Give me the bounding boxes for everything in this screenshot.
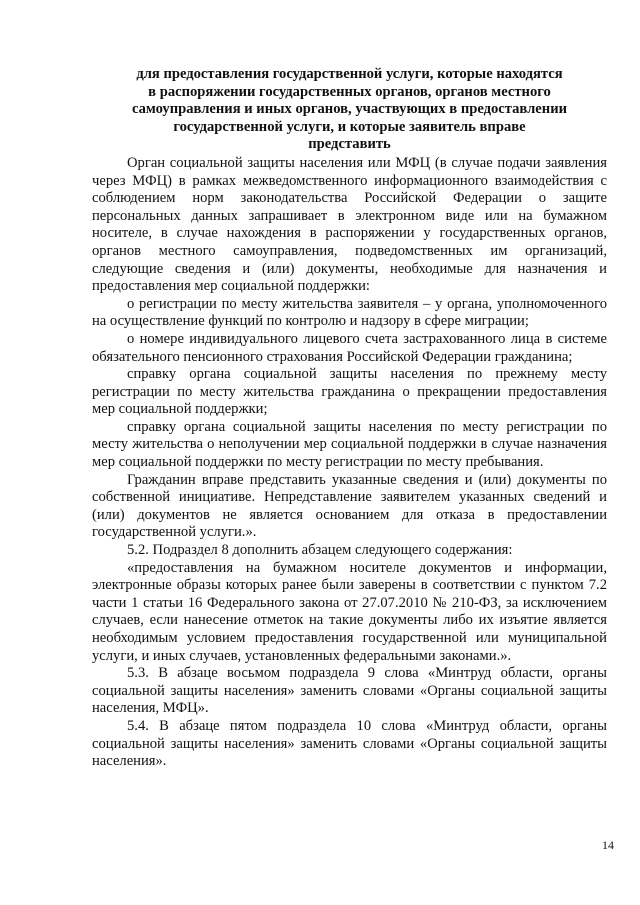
list-item-registration: о регистрации по месту жительства заявителя – у органа, уполномоченного на осуществление функций по контролю и надзору в сфере миграции;	[92, 295, 607, 330]
paragraph-5-4: 5.4. В абзаце пятом подраздела 10 слова «Минтруд области, органы социальной защиты населения» заменить словами «Органы социальной защиты населения».	[92, 717, 607, 770]
page-number: 14	[602, 838, 614, 852]
heading-line: самоуправления и иных органов, участвующих в предоставлении	[131, 101, 568, 118]
section-heading	[92, 66, 607, 154]
paragraph-own-initiative: Гражданин вправе представить указанные сведения и (или) документы по собственной инициативе. Непредставление заявителем указанных сведений и (или) документов не является основанием для отказа в предоставлении государственной услуги.».	[92, 471, 607, 541]
paragraph-5-3: 5.3. В абзаце восьмом подраздела 9 слова «Минтруд области, органы социальной защиты населения» заменить словами «Органы социальной защиты населения, МФЦ».	[92, 665, 607, 717]
heading-line: государственной услуги, и которые заявитель вправе	[173, 118, 526, 135]
list-item-account-number: о номере индивидуального лицевого счета застрахованного лица в системе обязательного пенсионного страхования Российской Федерации гражданина;	[92, 330, 607, 365]
list-item-termination-certificate: справку органа социальной защиты населения по прежнему месту регистрации по месту жительства гражданина о прекращении предоставления мер социальной поддержки;	[92, 366, 607, 418]
heading-line: для предоставления государственной услуги, которые находятся	[136, 66, 563, 82]
heading-line: представить	[308, 136, 391, 153]
heading-line: в распоряжении государственных органов, органов местного	[148, 83, 551, 100]
paragraph-5-2: 5.2. Подраздел 8 дополнить абзацем следующего содержания:	[127, 542, 513, 559]
paragraph-intro: Орган социальной защиты населения или МФЦ (в случае подачи заявления через МФЦ) в рамках межведомственного информационного взаимодействия с соблюдением норм законодательства Российской Федерации о защите персональных данных запрашивает в электронном виде или на бумажном носителе, в случае нахождения в распоряжении у государственных органов, органов местного самоуправления, подведомственных им организаций, следующие сведения и (или) документы, необходимые для назначения и предоставления мер социальной поддержки:	[92, 154, 607, 295]
list-item-non-receipt-certificate: справку органа социальной защиты населения по месту регистрации по месту жительства о неполучении мер социальной поддержки в случае назначения мер социальной поддержки по месту регистрации по месту пребывания.	[92, 418, 607, 471]
document-page	[92, 66, 607, 771]
paragraph-quote: «предоставления на бумажном носителе документов и информации, электронные образы которых ранее были заверены в соответствии с пунктом 7.2 части 1 статьи 16 Федерального закона от 27.07.2010 № 210-ФЗ, за исключением случаев, если нанесение отметок на такие документы либо их изъятие является необходимым условием предоставления государственной или муниципальной услуги, и иных случаев, установленных федеральными законами.».	[92, 559, 607, 664]
